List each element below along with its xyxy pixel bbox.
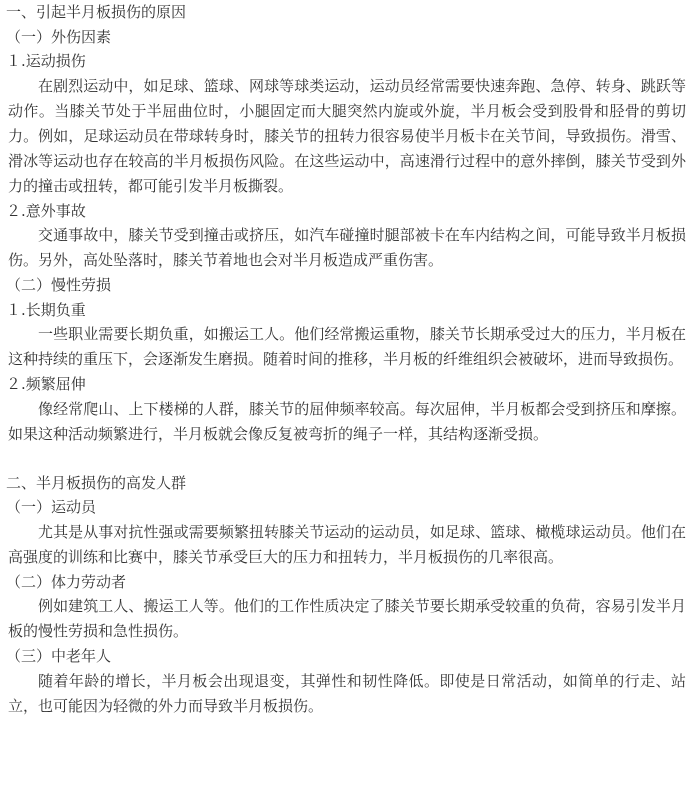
paragraph-accident: 交通事故中，膝关节受到撞击或挤压，如汽车碰撞时腿部被卡在车内结构之间，可能导致半月板损伤。另外，高处坠落时，膝关节着地也会对半月板造成严重伤害。 [8,226,686,269]
paragraph-weight-bearing: 一些职业需要长期负重，如搬运工人。他们经常搬运重物，膝关节长期承受过大的压力，半月板在这种持续的重压下，会逐渐发生磨损。随着时间的推移，半月板的纤维组织会被破坏，进而导致损伤。 [8,325,686,368]
item-heading-flexion: ２.频繁屈伸 [6,375,86,393]
subheading-trauma: （一）外伤因素 [6,27,112,46]
paragraph-athletes: 尤其是从事对抗性强或需要频繁扭转膝关节运动的运动员，如足球、篮球、橄榄球运动员。他们在高强度的训练和比赛中，膝关节承受巨大的压力和扭转力，半月板损伤的几率很高。 [8,522,686,566]
item-heading-weight-bearing: １.长期负重 [6,300,86,319]
subheading-manual-workers: （二）体力劳动者 [6,572,127,591]
subheading-elderly: （三）中老年人 [6,647,112,665]
section-heading-high-risk: 二、半月板损伤的高发人群 [6,473,187,492]
item-heading-sports-injury: １.运动损伤 [6,52,86,70]
subheading-chronic-strain: （二）慢性劳损 [6,276,112,294]
item-heading-accident: ２.意外事故 [6,201,86,220]
paragraph-sports-injury: 在剧烈运动中，如足球、篮球、网球等球类运动，运动员经常需要快速奔跑、急停、转身、跳跃等动作。当膝关节处于半屈曲位时，小腿固定而大腿突然内旋或外旋，半月板会受到股骨和胫骨的剪切力。例如，足球运动员在带球转身时，膝关节的扭转力很容易使半月板卡在关节间，导致损伤。滑雪、滑冰等运动也存在较高的半月板损伤风险。在这些运动中，高速滑行过程中的意外摔倒，膝关节受到外力的撞击或扭转，都可能引发半月板撕裂。 [8,76,686,195]
paragraph-elderly: 随着年龄的增长，半月板会出现退变，其弹性和韧性降低。即使是日常活动，如简单的行走、站立，也可能因为轻微的外力而导致半月板损伤。 [8,671,686,715]
subheading-athletes: （一）运动员 [6,498,97,516]
paragraph-manual-workers: 例如建筑工人、搬运工人等。他们的工作性质决定了膝关节要长期承受较重的负荷，容易引发半月板的慢性劳损和急性损伤。 [8,597,686,640]
paragraph-flexion: 像经常爬山、上下楼梯的人群，膝关节的屈伸频率较高。每次屈伸，半月板都会受到挤压和摩擦。如果这种活动频繁进行，半月板就会像反复被弯折的绳子一样，其结构逐渐受损。 [8,399,686,443]
section-heading-causes: 一、引起半月板损伤的原因 [6,3,187,21]
section-gap [6,447,686,471]
